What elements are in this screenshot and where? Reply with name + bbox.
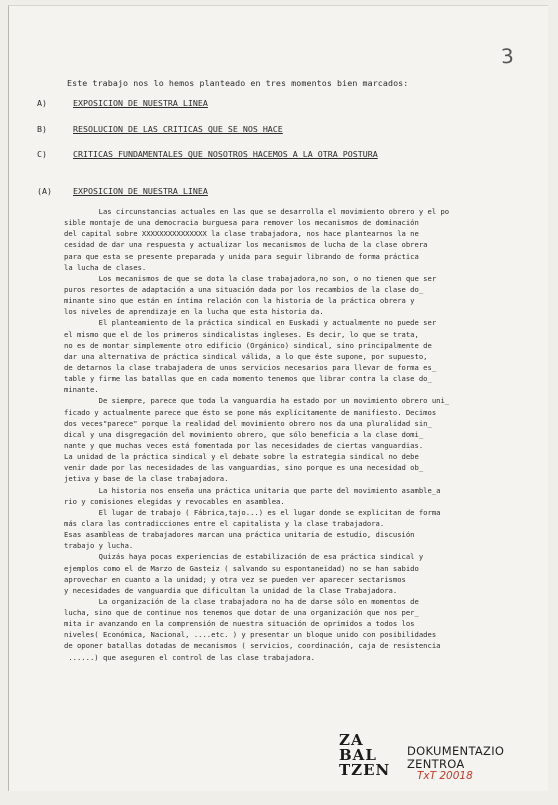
body-line: más clara las contradicciones entre el capitalista y la clase trabajadora. — [64, 518, 385, 528]
section-item-a — [37, 98, 208, 108]
body-line: jetiva y base de la clase trabajadora. — [64, 474, 229, 484]
body-line: Los mecanismos de que se dota la clase trabajadora,no son, o no tienen que ser — [64, 273, 437, 283]
logo-line: BAL — [339, 746, 377, 764]
section-heading-title: EXPOSICION DE NUESTRA LINEA — [73, 186, 208, 196]
body-line: ejemplos como el de Marzo de Gasteiz ( salvando su espontaneidad) no se han sabido — [64, 563, 419, 573]
body-line: aprovechar en cuanto a la unidad; y otra vez se pueden ver aparecer sectarismos — [64, 574, 406, 584]
body-line: del capital sobre XXXXXXXXXXXXXXX la clase trabajadora, nos hace plantearnos la ne — [64, 229, 419, 239]
body-line: lucha, sino que de continue nos tenemos que dotar de una organización que nos per_ — [64, 608, 419, 618]
body-line: no es de montar simplemente otro edificio (Orgánico) sindical, sino principalmente de — [64, 340, 432, 350]
body-line: La unidad de la práctica sindical y el debate sobre la estrategia sindical no debe — [64, 452, 419, 462]
body-line: Esas asambleas de trabajadores marcan una práctica unitaria de estudio, discusión — [64, 530, 415, 540]
body-line: El planteamiento de la práctica sindical en Euskadi y actualmente no puede ser — [64, 318, 437, 328]
section-key: B) — [37, 124, 47, 134]
body-line: minante sino que están en íntima relación con la historia de la práctica obrera y — [64, 296, 415, 306]
body-line: cesidad de dar una respuesta y actualizar los mecanismos de lucha de la clase obrera — [64, 240, 428, 250]
intro-text: Este trabajo nos lo hemos planteado en tres momentos bien marcados: — [67, 78, 409, 88]
body-line: ......) que aseguren el control de las clase trabajadora. — [64, 652, 315, 662]
body-line: para que esta se presente preparada y unida para seguir librando de forma práctica — [64, 251, 419, 261]
body-line: El lugar de trabajo ( Fábrica,tajo...) es el lugar donde se explicitan de forma — [64, 507, 441, 517]
zabaltzen-logo — [337, 733, 399, 785]
section-title: RESOLUCION DE LAS CRITICAS QUE SE NOS HACE — [73, 124, 283, 134]
body-line: La organización de la clase trabajadora no ha de darse sólo en momentos de — [64, 596, 419, 606]
body-line: De siempre, parece que toda la vanguardia ha estado por un movimiento obrero uni_ — [64, 396, 450, 406]
body-text — [64, 206, 519, 663]
logo-line: ZA — [339, 731, 364, 749]
section-title: CRITICAS FUNDAMENTALES QUE NOSOTROS HACEMOS A LA OTRA POSTURA — [73, 149, 378, 159]
body-line: ficado y actualmente parece que ésto se pone más explícitamente de manifiesto. Decimos — [64, 407, 437, 417]
body-line: la lucha de clases. — [64, 262, 147, 272]
archive-stamp — [337, 733, 537, 785]
document-page — [8, 5, 548, 791]
body-line: mita ir avanzando en la comprensión de nuestra situación de oprimidos a todos los — [64, 619, 415, 629]
body-line: dar una alternativa de práctica sindical válida, a lo que éste supone, por supuesto, — [64, 351, 428, 361]
section-heading-key: (A) — [37, 186, 52, 196]
body-line: el mismo que el de los primeros sindicalistas ingleses. Es decir, lo que se trata, — [64, 329, 419, 339]
logo-line: TZEN — [339, 761, 391, 779]
body-line: La historia nos enseña una práctica unitaria que parte del movimiento asamble_a — [64, 485, 441, 495]
section-title: EXPOSICION DE NUESTRA LINEA — [73, 98, 208, 108]
body-line: y necesidades de vanguardia que dificultan la unidad de la Clase Trabajadora. — [64, 585, 398, 595]
body-line: sible montaje de una democracia burguesa para remover los mecanismos de dominación — [64, 218, 419, 228]
section-item-b — [37, 124, 283, 134]
handwritten-code: TxT 20018 — [417, 770, 473, 782]
section-key: C) — [37, 149, 47, 159]
body-line: venir dade por las necesidades de las vanguardias, sino porque es una necesidad ob_ — [64, 463, 424, 473]
body-line: dical y una disgregación del movimiento obrero, que sólo beneficia a la clase domi_ — [64, 429, 424, 439]
body-line: niveles( Económica, Nacional, ....etc. ) y presentar un bloque unido con posibilidades — [64, 630, 437, 640]
body-line: de detarnos la clase trabajadera de unos servicios necesarios para llevar de forma es_ — [64, 362, 437, 372]
body-line: de oponer batallas dotadas de mecanismos ( servicios, coordinación, caja de resistencia — [64, 641, 441, 651]
archive-name-line: ZENTROA — [407, 757, 465, 771]
body-line: dos veces"parece" porque la realidad del movimiento obrero nos da una pluralidad sin_ — [64, 418, 432, 428]
body-line: nante y que muchas veces está fomentada por las necesidades de ciertas vanguardias. — [64, 440, 424, 450]
section-heading — [37, 186, 208, 196]
body-line: minante. — [64, 385, 99, 395]
body-line: trabajo y lucha. — [64, 541, 134, 551]
body-line: table y firme las batallas que en cada momento tenemos que librar contra la clase do_ — [64, 374, 432, 384]
page-number: 3 — [500, 43, 515, 69]
archive-name-line: DOKUMENTAZIO — [407, 744, 505, 758]
body-line: Quizás haya pocas experiencias de estabilización de esa práctica sindical y — [64, 552, 424, 562]
body-line: puros resortes de adaptación a una situación dada por los recambios de la clase do_ — [64, 284, 424, 294]
body-line: los niveles de aprendizaje en la lucha que esta historia da. — [64, 307, 324, 317]
body-line: Las circunstancias actuales en las que se desarrolla el movimiento obrero y el po — [64, 207, 450, 216]
section-key: A) — [37, 98, 47, 108]
archive-name — [407, 745, 504, 771]
section-item-c — [37, 149, 378, 159]
body-line: rio y comisiones elegidas y revocables en asamblea. — [64, 496, 285, 506]
